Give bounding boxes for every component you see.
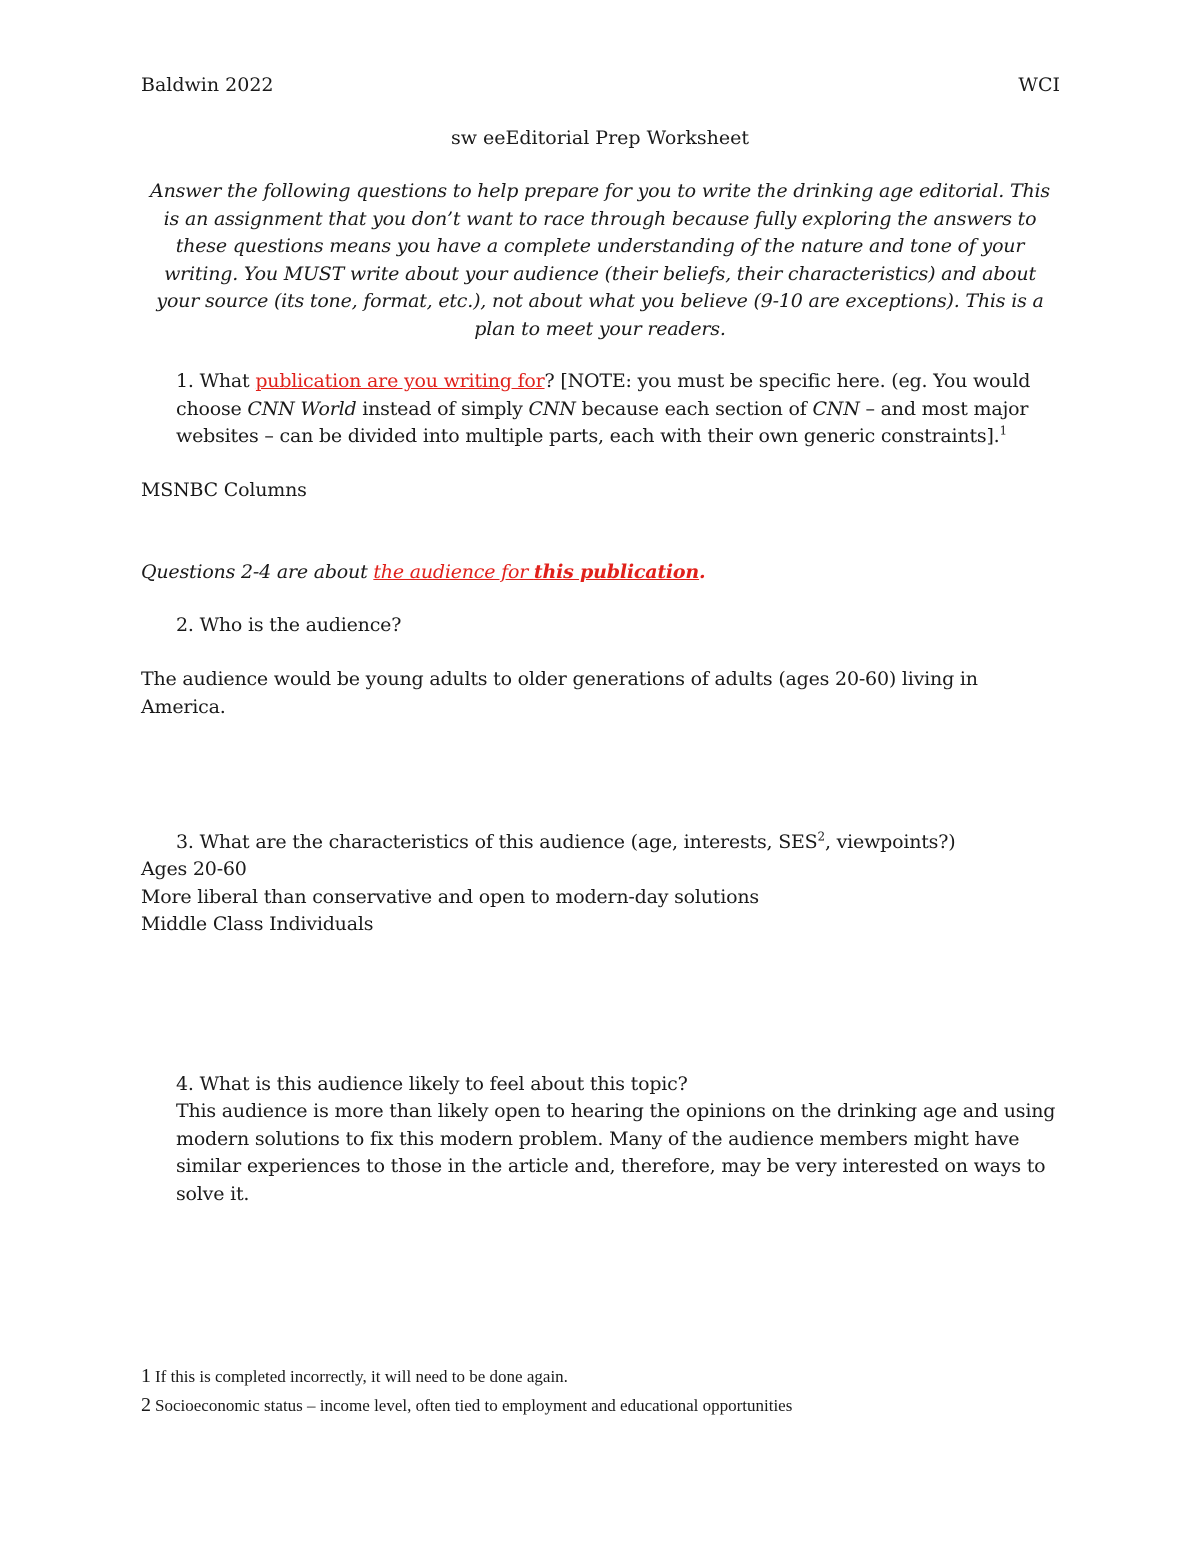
question-1-text: because each section of	[575, 397, 813, 420]
answer-3	[141, 856, 759, 939]
question-1-text: ? [NOTE: you must be specific here. (eg. You would choose	[176, 370, 1031, 420]
page-title: sw eeEditorial Prep Worksheet	[450, 127, 750, 149]
question-1-text: – and most major websites – can be divided into multiple parts, each with their own generic constraints].	[176, 397, 1029, 447]
question-3-text: , viewpoints?)	[824, 831, 956, 853]
footnote-text: Socioeconomic status – income level, often tied to employment and educational opportunities	[155, 1396, 793, 1415]
question-1-highlight: publication are you writing for	[255, 370, 545, 392]
question-1-italic: CNN	[528, 397, 576, 420]
footnote-text: If this is completed incorrectly, it will need to be done again.	[155, 1367, 568, 1386]
answer-1: MSNBC Columns	[141, 479, 307, 501]
question-1-italic: CNN World	[247, 397, 357, 420]
answer-3-line: More liberal than conservative and open to modern-day solutions	[141, 885, 759, 908]
footnotes	[141, 1362, 792, 1420]
intro-highlight: the audience for	[373, 561, 534, 583]
footnote-ref-2: 2	[817, 829, 825, 844]
answer-4: This audience is more than likely open to hearing the opinions on the drinking age and using modern solutions to fix this modern problem. Many of the audience members might have similar experiences to those in the article and, therefore, may be very interested on ways to solve it.	[176, 1100, 1056, 1205]
questions-2-4-intro	[141, 559, 705, 587]
question-4: 4. What is this audience likely to feel about this topic?	[176, 1073, 688, 1095]
footnote-2	[141, 1391, 792, 1420]
intro-end: .	[699, 561, 706, 583]
question-1-italic: CNN	[812, 397, 860, 420]
question-1-text: 1. What	[176, 370, 256, 392]
intro-text: Questions 2-4 are about	[141, 561, 374, 583]
footnote-1	[141, 1362, 792, 1391]
header-course: WCI	[1018, 74, 1060, 96]
answer-2: The audience would be young adults to older generations of adults (ages 20-60) living in America.	[141, 668, 978, 718]
question-1-text: instead of simply	[356, 397, 529, 420]
footnote-number: 1	[141, 1365, 151, 1387]
question-1	[176, 368, 1056, 451]
footnote-ref-1: 1	[999, 423, 1007, 438]
instructions-paragraph: Answer the following questions to help prepare for you to write the drinking age editorial. This is an assignment that you don’t want to race through because fully exploring the answers to these questions means you have a complete understanding of the nature and tone of your writing. You MUST write about your audience (their beliefs, their characteristics) and about your source (its tone, format, etc.), not about what you believe (9-10 are exceptions). This is a plan to meet your readers.	[150, 180, 1050, 340]
footnote-number: 2	[141, 1394, 151, 1416]
answer-3-line: Ages 20-60	[141, 858, 247, 880]
answer-3-line: Middle Class Individuals	[141, 913, 374, 935]
question-3-text: 3. What are the characteristics of this audience (age, interests, SES	[176, 831, 818, 853]
intro-bold-highlight: this publication	[533, 561, 700, 583]
header-author-year: Baldwin 2022	[141, 74, 274, 96]
question-3	[176, 829, 955, 857]
question-2: 2. Who is the audience?	[176, 614, 402, 636]
